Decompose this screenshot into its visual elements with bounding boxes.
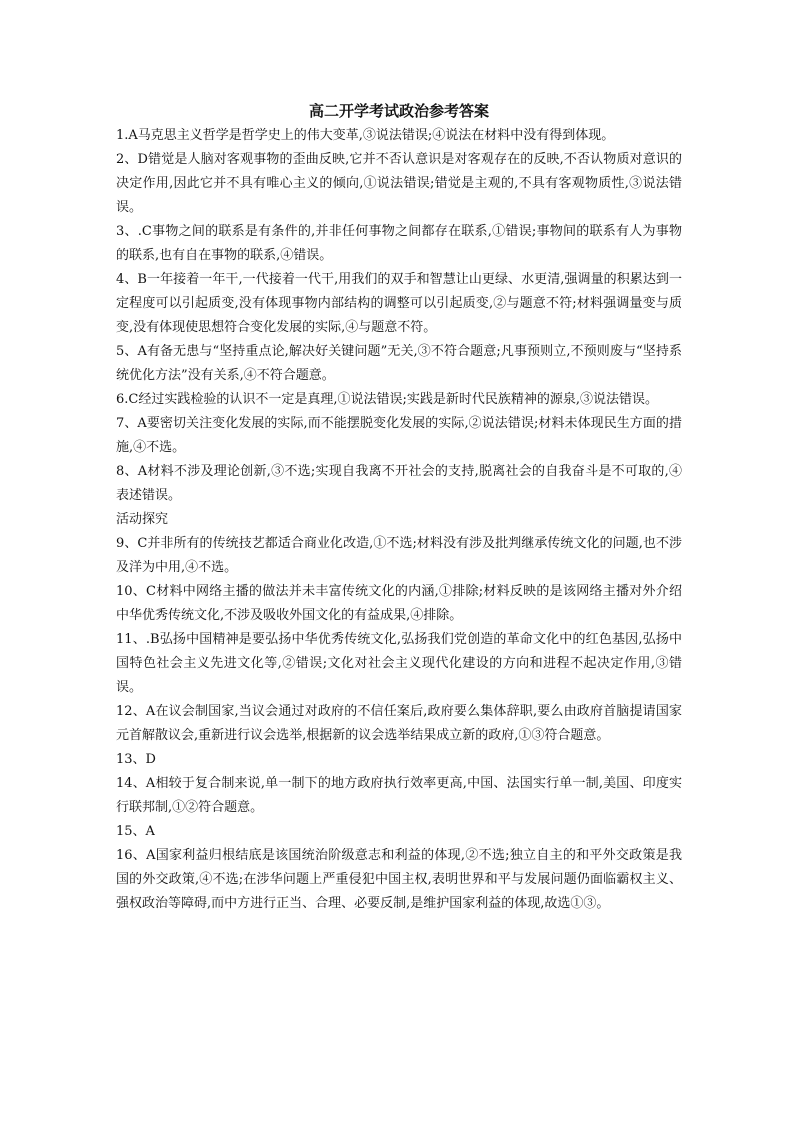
answer-document <box>116 100 682 916</box>
answer-item-10: 10、C材料中网络主播的做法并未丰富传统文化的内涵,①排除;材料反映的是该网络主播对外介绍中华优秀传统文化,不涉及吸收外国文化的有益成果,④排除。 <box>116 584 682 623</box>
answer-item-16: 16、A国家利益归根结底是该国统治阶级意志和利益的体现,②不选;独立自主的和平外交政策是我国的外交政策,④不选;在涉华问题上严重侵犯中国主权,表明世界和平与发展问题仍面临霸权主义、强权政治等障碍,而中方进行正当、合理、必要反制,是维护国家利益的体现,故选①③。 <box>116 848 682 911</box>
answer-item-13: 13、D <box>116 752 156 767</box>
document-title: 高二开学考试政治参考答案 <box>308 102 489 120</box>
answer-list <box>116 124 682 916</box>
answer-item-3: 3、.C事物之间的联系是有条件的,并非任何事物之间都存在联系,①错误;事物间的联系有人为事物的联系,也有自在事物的联系,④错误。 <box>116 224 682 263</box>
section-heading-activity: 活动探究 <box>116 512 169 527</box>
answer-item-1: 1.A马克思主义哲学是哲学史上的伟大变革,③说法错误;④说法在材料中没有得到体现。 <box>116 128 615 143</box>
answer-item-6: 6.C经过实践检验的认识不一定是真理,①说法错误;实践是新时代民族精神的源泉,③说法错误。 <box>116 392 658 407</box>
answer-item-2: 2、D错觉是人脑对客观事物的歪曲反映,它并不否认意识是对客观存在的反映,不否认物质对意识的决定作用,因此它并不具有唯心主义的倾向,①说法错误;错觉是主观的,不具有客观物质性,③说法错误。 <box>116 152 682 215</box>
answer-item-9: 9、C并非所有的传统技艺都适合商业化改造,①不选;材料没有涉及批判继承传统文化的问题,也不涉及洋为中用,④不选。 <box>116 536 682 575</box>
answer-item-15: 15、A <box>116 824 155 839</box>
answer-item-11: 11、.B弘扬中国精神是要弘扬中华优秀传统文化,弘扬我们党创造的革命文化中的红色基因,弘扬中国特色社会主义先进文化等,②错误;文化对社会主义现代化建设的方向和进程不起决定作用,③错误。 <box>116 632 682 695</box>
answer-item-8: 8、A材料不涉及理论创新,③不选;实现自我离不开社会的支持,脱离社会的自我奋斗是不可取的,④表述错误。 <box>116 464 682 503</box>
answer-item-7: 7、A要密切关注变化发展的实际,而不能摆脱变化发展的实际,②说法错误;材料未体现民生方面的措施,④不选。 <box>116 416 682 455</box>
answer-item-14: 14、A相较于复合制来说,单一制下的地方政府执行效率更高,中国、法国实行单一制,美国、印度实行联邦制,①②符合题意。 <box>116 776 682 815</box>
answer-item-5: 5、A有备无患与“坚持重点论,解决好关键问题”无关,③不符合题意;凡事预则立,不预则废与“坚持系统优化方法”没有关系,④不符合题意。 <box>116 344 682 383</box>
answer-item-12: 12、A在议会制国家,当议会通过对政府的不信任案后,政府要么集体辞职,要么由政府首脑提请国家元首解散议会,重新进行议会选举,根据新的议会选举结果成立新的政府,①③符合题意。 <box>116 704 682 743</box>
answer-item-4: 4、B一年接着一年干,一代接着一代干,用我们的双手和智慧让山更绿、水更清,强调量的积累达到一定程度可以引起质变,没有体现事物内部结构的调整可以引起质变,②与题意不符;材料强调量变与质变,没有体现使思想符合变化发展的实际,④与题意不符。 <box>116 272 682 335</box>
